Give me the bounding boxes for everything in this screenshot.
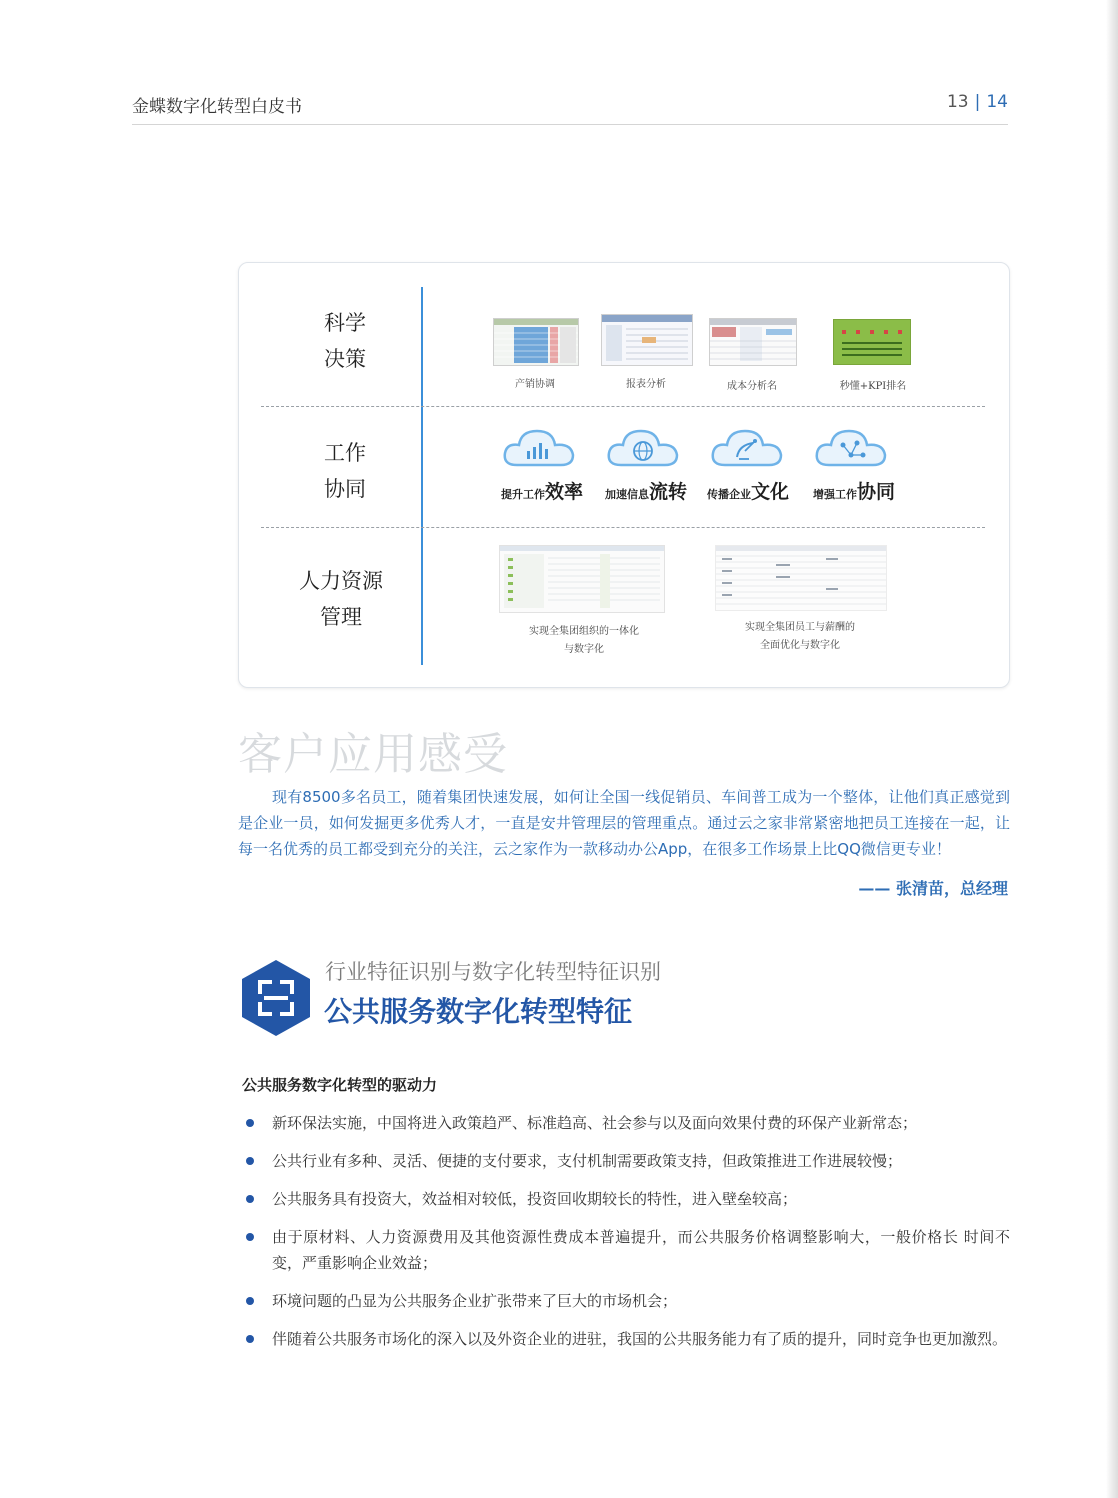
bullet-dot-icon bbox=[246, 1195, 254, 1203]
satellite-cloud-icon bbox=[707, 423, 787, 471]
section-subtitle: 行业特征识别与数字化转型特征识别 bbox=[325, 960, 661, 984]
item-culture bbox=[697, 423, 797, 475]
panel-row-divider bbox=[261, 406, 985, 407]
thumbnail-caption: 产销协调 bbox=[515, 379, 555, 390]
bullet-dot-icon bbox=[246, 1335, 254, 1343]
page-spine-shadow bbox=[1106, 0, 1118, 1498]
bullet-dot-icon bbox=[246, 1119, 254, 1127]
list-item: 新环保法实施，中国将进入政策趋严、标准趋高、社会参与以及面向效果付费的环保产业新常态； bbox=[244, 1110, 1010, 1136]
list-item: 伴随着公共服务市场化的深入以及外资企业的进驻，我国的公共服务能力有了质的提升，同时竞争也更加激烈。 bbox=[244, 1326, 1010, 1352]
page-number-left: 13 bbox=[946, 92, 969, 112]
screenshot-thumbnail-production bbox=[493, 318, 579, 366]
item-information-flow bbox=[593, 423, 693, 475]
row-label-hr: 人力资源 管理 bbox=[299, 569, 383, 629]
network-cloud-icon bbox=[811, 423, 891, 471]
item-efficiency bbox=[489, 423, 589, 475]
section-title: 公共服务数字化转型特征 bbox=[324, 995, 633, 1028]
running-header-title: 金蝶数字化转型白皮书 bbox=[132, 97, 302, 117]
customer-quote: 现有8500多名员工，随着集团快速发展，如何让全国一线促销员、车间普工成为一个整体，让他们真正感觉到是企业一员，如何发掘更多优秀人才，一直是安井管理层的管理重点。通过云之家非常紧密地把员工连接在一起，让每一名优秀的员工都受到充分的关注，云之家作为一款移动办公App，在很多工作场景上比QQ微信更专业！ bbox=[238, 788, 1010, 858]
header-divider bbox=[132, 124, 1008, 125]
panel-row-divider bbox=[261, 527, 985, 528]
thumbnail-caption: 报表分析 bbox=[626, 379, 666, 390]
caption-culture: 传播企业文化 bbox=[707, 481, 790, 503]
bullet-dot-icon bbox=[246, 1157, 254, 1165]
thumbnail-caption-payroll: 实现全集团员工与薪酬的 全面优化与数字化 bbox=[745, 622, 855, 651]
item-collaboration bbox=[801, 423, 901, 475]
quote-attribution: —— 张清苗，总经理 bbox=[858, 879, 1008, 898]
screenshot-thumbnail-payroll bbox=[715, 545, 887, 611]
page-numbers: 13 | 14 bbox=[946, 92, 1008, 112]
scan-icon bbox=[240, 958, 312, 1038]
caption-collaboration: 增强工作协同 bbox=[813, 481, 896, 503]
caption-efficiency: 提升工作效率 bbox=[501, 481, 584, 503]
page-number-right: 14 bbox=[986, 92, 1008, 112]
feature-panel bbox=[238, 262, 1010, 688]
drivers-heading: 公共服务数字化转型的驱动力 bbox=[242, 1076, 438, 1094]
list-item: 公共行业有多种、灵活、便捷的支付要求，支付机制需要政策支持，但政策推进工作进展较慢； bbox=[244, 1148, 1010, 1174]
screenshot-thumbnail-org bbox=[499, 545, 665, 613]
thumbnail-caption: 成本分析名 bbox=[727, 381, 777, 392]
bullet-dot-icon bbox=[246, 1233, 254, 1241]
screenshot-thumbnail-report bbox=[601, 314, 693, 366]
list-item: 公共服务具有投资大，效益相对较低，投资回收期较长的特性，进入壁垒较高； bbox=[244, 1186, 1010, 1212]
row-label-collaboration: 工作 协同 bbox=[324, 441, 366, 501]
thumbnail-caption: 秒懂+KPI排名 bbox=[839, 381, 907, 392]
chart-cloud-icon bbox=[499, 423, 579, 471]
list-item: 环境问题的凸显为公共服务企业扩张带来了巨大的市场机会； bbox=[244, 1288, 1010, 1314]
caption-information-flow: 加速信息流转 bbox=[605, 481, 688, 503]
bullet-dot-icon bbox=[246, 1297, 254, 1305]
list-item: 由于原材料、人力资源费用及其他资源性费成本普遍提升，而公共服务价格调整影响大，一般价格长 时间不变，严重影响企业效益； bbox=[244, 1224, 1010, 1276]
row-label-decision: 科学 决策 bbox=[324, 311, 366, 371]
drivers-list bbox=[244, 1110, 1010, 1364]
feedback-title: 客户应用感受 bbox=[238, 729, 508, 780]
globe-cloud-icon bbox=[603, 423, 683, 471]
thumbnail-caption-org: 实现全集团组织的一体化 与数字化 bbox=[529, 626, 639, 655]
screenshot-thumbnail-cost bbox=[709, 318, 797, 366]
screenshot-thumbnail-kpi bbox=[833, 319, 911, 365]
